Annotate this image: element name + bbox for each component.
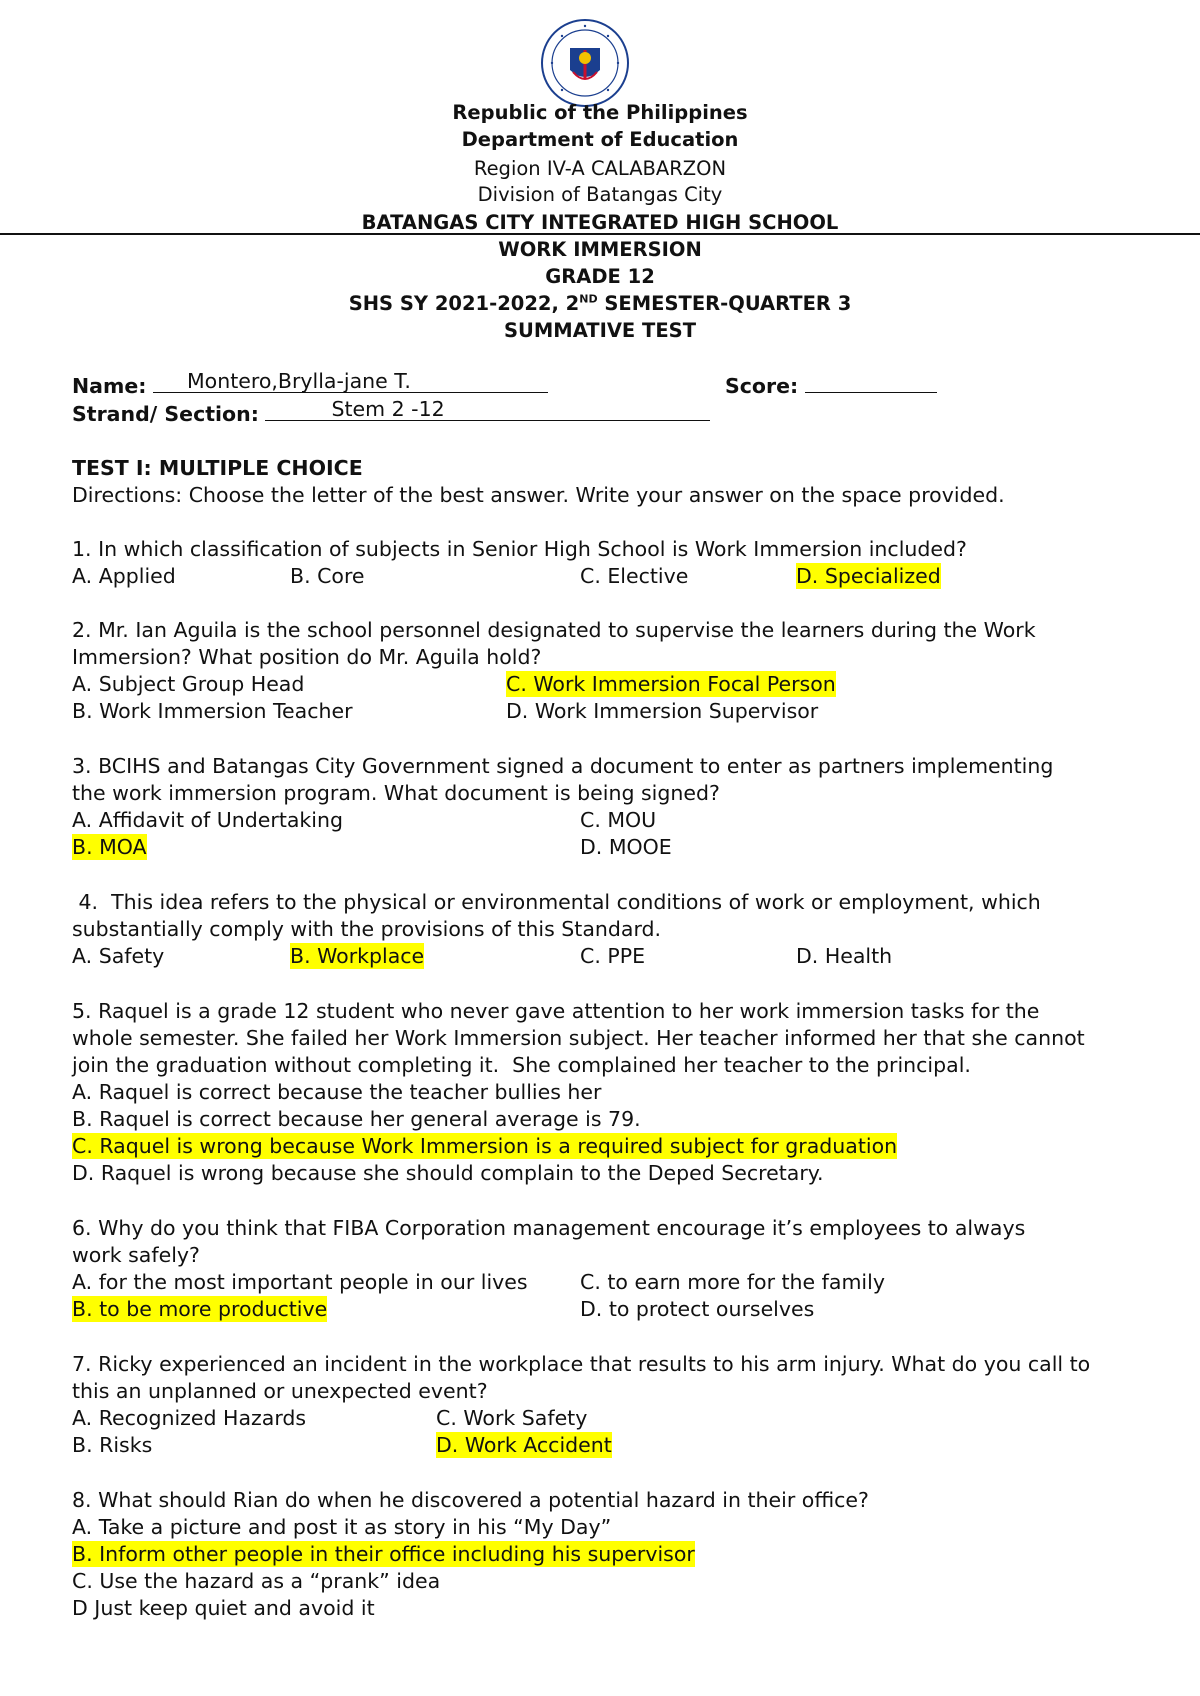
directions-text: Directions: Choose the letter of the best answer. Write your answer on the space provided.	[72, 483, 1005, 507]
q4-option-d: D. Health	[796, 944, 893, 968]
q8-option-a: A. Take a picture and post it as story in his “My Day”	[72, 1515, 612, 1539]
q6-option-b-selected: B. to be more productive	[72, 1297, 328, 1321]
q2-option-b: B. Work Immersion Teacher	[72, 699, 353, 723]
q6-option-a: A. for the most important people in our lives	[72, 1270, 528, 1294]
strand-field[interactable]: Stem 2 -12	[265, 400, 710, 421]
q5-option-a: A. Raquel is correct because the teacher bullies her	[72, 1080, 602, 1104]
strand-row	[72, 397, 710, 427]
q4-option-b-selected: B. Workplace	[290, 944, 425, 968]
q6-option-c: C. to earn more for the family	[580, 1270, 885, 1294]
test-title-heading: SUMMATIVE TEST	[504, 319, 696, 342]
republic-heading: Republic of the Philippines	[452, 101, 748, 124]
q5-option-b: B. Raquel is correct because her general average is 79.	[72, 1107, 641, 1131]
q7-option-a: A. Recognized Hazards	[72, 1406, 307, 1430]
q1-option-c: C. Elective	[580, 564, 689, 588]
question-6-stem-line-2: work safely?	[72, 1243, 200, 1267]
q6-option-d: D. to protect ourselves	[580, 1297, 815, 1321]
q8-option-d: D Just keep quiet and avoid it	[72, 1596, 375, 1620]
q5-option-d: D. Raquel is wrong because she should complain to the Deped Secretary.	[72, 1161, 824, 1185]
question-8-stem: 8. What should Rian do when he discovered a potential hazard in their office?	[72, 1488, 869, 1512]
subject-heading: WORK IMMERSION	[498, 238, 702, 261]
q7-option-d-selected: D. Work Accident	[436, 1433, 612, 1457]
q1-option-a: A. Applied	[72, 564, 176, 588]
q8-option-b-selected: B. Inform other people in their office including his supervisor	[72, 1542, 695, 1566]
name-field[interactable]: Montero,Brylla-jane T.	[153, 372, 548, 393]
q5-option-c-selected: C. Raquel is wrong because Work Immersion is a required subject for graduation	[72, 1134, 898, 1158]
question-6-stem-line-1: 6. Why do you think that FIBA Corporation management encourage it’s employees to always	[72, 1216, 1026, 1240]
question-3-stem-line-1: 3. BCIHS and Batangas City Government signed a document to enter as partners implementing	[72, 754, 1054, 778]
question-7-stem-line-2: this an unplanned or unexpected event?	[72, 1379, 488, 1403]
name-row	[72, 369, 548, 399]
header-divider	[0, 233, 1200, 235]
score-label: Score:	[725, 374, 799, 398]
question-3-stem-line-2: the work immersion program. What document is being signed?	[72, 781, 720, 805]
question-5-stem-line-1: 5. Raquel is a grade 12 student who never gave attention to her work immersion tasks for the	[72, 999, 1040, 1023]
q4-option-a: A. Safety	[72, 944, 165, 968]
region-heading: Region IV-A CALABARZON	[473, 157, 727, 180]
q4-option-c: C. PPE	[580, 944, 646, 968]
strand-label: Strand/ Section:	[72, 402, 259, 426]
school-year-heading: SHS SY 2021-2022, 2ND SEMESTER-QUARTER 3	[348, 292, 852, 315]
question-4-stem-line-1: 4. This idea refers to the physical or environmental conditions of work or employment, which	[72, 890, 1041, 914]
question-2-stem-line-1: 2. Mr. Ian Aguila is the school personnel designated to supervise the learners during the Work	[72, 618, 1036, 642]
q7-option-b: B. Risks	[72, 1433, 153, 1457]
question-2-stem-line-2: Immersion? What position do Mr. Aguila hold?	[72, 645, 542, 669]
q3-option-d: D. MOOE	[580, 835, 672, 859]
question-1-stem: 1. In which classification of subjects in Senior High School is Work Immersion included?	[72, 537, 967, 561]
division-heading: Division of Batangas City	[477, 183, 723, 206]
score-field[interactable]	[805, 372, 937, 393]
q2-option-d: D. Work Immersion Supervisor	[506, 699, 819, 723]
question-5-stem-line-3: join the graduation without completing it. She complained her teacher to the principal.	[72, 1053, 971, 1077]
department-heading: Department of Education	[461, 128, 739, 151]
school-heading: BATANGAS CITY INTEGRATED HIGH SCHOOL	[361, 211, 839, 234]
grade-heading: GRADE 12	[545, 265, 655, 288]
question-7-stem-line-1: 7. Ricky experienced an incident in the workplace that results to his arm injury. What do you call to	[72, 1352, 1091, 1376]
q2-option-a: A. Subject Group Head	[72, 672, 305, 696]
q3-option-b-selected: B. MOA	[72, 835, 147, 859]
name-label: Name:	[72, 374, 147, 398]
question-4-stem-line-2: substantially comply with the provisions of this Standard.	[72, 917, 662, 941]
question-5-stem-line-2: whole semester. She failed her Work Immersion subject. Her teacher informed her that she cannot	[72, 1026, 1085, 1050]
q1-option-b: B. Core	[290, 564, 365, 588]
q3-option-c: C. MOU	[580, 808, 657, 832]
test-section-title: TEST I: MULTIPLE CHOICE	[72, 456, 363, 480]
deped-seal-logo	[540, 18, 630, 108]
q1-option-d-selected: D. Specialized	[796, 564, 941, 588]
q7-option-c: C. Work Safety	[436, 1406, 588, 1430]
q3-option-a: A. Affidavit of Undertaking	[72, 808, 343, 832]
score-row	[725, 372, 937, 399]
q2-option-c-selected: C. Work Immersion Focal Person	[506, 672, 836, 696]
q8-option-c: C. Use the hazard as a “prank” idea	[72, 1569, 441, 1593]
